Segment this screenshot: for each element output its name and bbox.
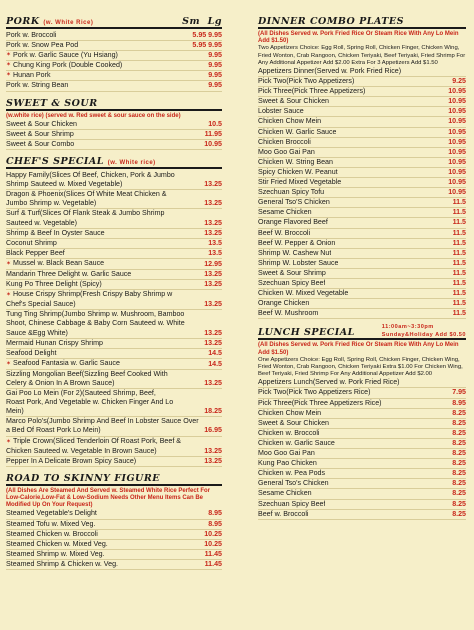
- menu-item-price: 10.95: [448, 97, 466, 106]
- menu-item-name: Steamed Chicken w. Broccoli: [6, 529, 98, 538]
- sweet-sour-header: [6, 96, 222, 111]
- menu-item: [258, 429, 466, 439]
- menu-item-price: 5.95 9.95: [192, 41, 222, 50]
- menu-item-price: 13.25: [204, 300, 222, 309]
- menu-item-name: Sweet & Sour Shrimp: [6, 129, 74, 138]
- menu-item: [6, 290, 222, 310]
- spicy-icon: ✶: [6, 72, 12, 79]
- menu-item: [6, 249, 222, 259]
- menu-item-price: 12.95: [204, 259, 222, 268]
- menu-item-price: 11.5: [452, 289, 466, 298]
- menu-item: [6, 120, 222, 130]
- menu-item: [258, 158, 466, 168]
- menu-item-line: Chef's Special Sauce): [6, 300, 76, 309]
- menu-item-name: Sweet & Sour Combo: [6, 139, 75, 148]
- menu-item-price: 8.25: [452, 418, 466, 427]
- menu-item: [6, 389, 222, 417]
- menu-item-price: 11.5: [452, 278, 466, 287]
- menu-item-price: 13.25: [204, 280, 222, 289]
- menu-item-name: Steamed Shrimp & Chicken w. Veg.: [6, 559, 118, 568]
- menu-item: [258, 510, 466, 520]
- menu-item-line: Sizzling Mongolian Beef(Sizzling Beef Cooked With: [6, 369, 168, 378]
- menu-item-name: Sesame Chicken: [258, 489, 312, 498]
- menu-item: [258, 138, 466, 148]
- menu-item-price: 8.95: [208, 509, 222, 518]
- pork-subtitle: (w. White Rice): [43, 20, 94, 26]
- chefs-list: [6, 171, 222, 467]
- menu-item-price: 9.25: [452, 77, 466, 86]
- menu-item-line: Pepper In A Delicate Brown Spicy Sauce): [6, 456, 137, 465]
- menu-item-name: Chicken w. Pea Pods: [258, 469, 326, 478]
- spicy-icon: ✶: [6, 52, 12, 59]
- menu-item: [258, 117, 466, 127]
- menu-item-line: Surf & Turf(Slices Of Flank Steak & Jumbo Shrimp: [6, 209, 165, 218]
- menu-item-name: Steamed Vegetable's Delight: [6, 509, 97, 518]
- menu-item-price: 8.25: [452, 489, 466, 498]
- menu-item-price: 11.5: [452, 248, 466, 257]
- menu-item-name: Shrimp W. Cashew Nut: [258, 248, 332, 257]
- menu-item: [258, 259, 466, 269]
- menu-item-name: Pork w. String Bean: [6, 81, 69, 90]
- menu-item: [258, 299, 466, 309]
- menu-item-name: Pick Two(Pick Two Appetizers Rice): [258, 388, 371, 397]
- menu-item-line: Mandarin Three Delight w. Garlic Sauce: [6, 269, 132, 278]
- menu-item-price: 13.5: [208, 248, 222, 257]
- menu-item-price: 8.25: [452, 408, 466, 417]
- menu-item-name: Sweet & Sour Chicken: [6, 119, 77, 128]
- menu-item-price: 11.95: [204, 129, 222, 138]
- menu-item-price: 11.5: [452, 268, 466, 277]
- menu-item-name: Chicken Chow Mein: [258, 408, 322, 417]
- lunch-choices: One Appetizers Choice: Egg Roll, Spring Roll, Chicken Finger, Chicken Wing, Fried Wonton, Crab Rangoon, Chicken Teriyaki Extra $1.00 For Chicken Wing, Beef Teriyaki, Fried Shrimp For Any Additional Appetizer Add $2.00: [258, 356, 463, 378]
- menu-item-price: 13.25: [204, 228, 222, 237]
- menu-item: [6, 509, 222, 519]
- menu-item: [258, 409, 466, 419]
- menu-item-line: Gai Poo Lo Mein (For 2)(Sauteed Shrimp, Beef,: [6, 389, 156, 398]
- menu-item-price: 8.25: [452, 428, 466, 437]
- chefs-subtitle: (w. White rice): [107, 160, 156, 167]
- menu-item-price: 11.5: [452, 218, 466, 227]
- menu-item-name: Stir Fried Mixed Vegetable: [258, 178, 342, 187]
- menu-item-line: ✶ Triple Crown(Sliced Tenderloin Of Roast Pork, Beef &: [6, 436, 181, 445]
- menu-item-name: Shrimp W. Lobster Sauce: [258, 258, 339, 267]
- menu-item-line: Coconut Shrimp: [6, 238, 57, 247]
- menu-item: [258, 309, 466, 319]
- menu-item: [258, 148, 466, 158]
- menu-item-name: Szechuan Spicy Beef: [258, 499, 326, 508]
- menu-item: [258, 489, 466, 499]
- lunch-hours: 11:00am~3:30pm: [381, 324, 434, 331]
- menu-item: [258, 279, 466, 289]
- menu-item: [6, 259, 222, 270]
- dinner-choices: Two Appetizers Choice: Egg Roll, Spring Roll, Chicken Finger, Chicken Wing, Fried Wonton, Crab Rangoon, Chicken Teriyaki, Beef Teriyaki, Fried Shrimp For Any Additional Appetizer Add $2.00 Extra For 3 Appetizers Add $1.50: [258, 45, 466, 66]
- menu-item: [6, 270, 222, 280]
- menu-item-line: Shrimp & Beef In Oyster Sauce: [6, 228, 105, 237]
- menu-item: [6, 550, 222, 560]
- lunch-hours-note: Sunday&Holiday Add $0.50: [381, 331, 466, 338]
- menu-item: [258, 208, 466, 218]
- menu-item-name: Pick Two(Pick Two Appetizers): [258, 77, 355, 86]
- menu-item-price: 14.5: [208, 359, 222, 368]
- menu-item-price: 10.95: [448, 147, 466, 156]
- menu-item-line: Jumbo Shrimp w. Vegetable): [6, 199, 97, 208]
- menu-item: [6, 130, 222, 140]
- size-sm-label: Sm: [182, 16, 201, 27]
- menu-item-name: Chicken W. Garlic Sauce: [258, 127, 337, 136]
- menu-item: [258, 229, 466, 239]
- menu-item-price: 14.5: [208, 348, 222, 357]
- pork-header: [6, 14, 222, 29]
- menu-item-line: Shoot, Chinese Cabbage & Baby Corn Sauteed w. White: [6, 319, 185, 328]
- menu-item-price: 8.95: [452, 398, 466, 407]
- menu-item: [6, 140, 222, 150]
- menu-item: [258, 198, 466, 208]
- menu-item: [258, 439, 466, 449]
- menu-item-price: 13.25: [204, 379, 222, 388]
- menu-item: [258, 500, 466, 510]
- menu-item: [6, 339, 222, 349]
- menu-item: [258, 218, 466, 228]
- menu-item-price: 16.95: [204, 426, 222, 435]
- menu-item-price: 5.95 9.95: [192, 31, 222, 39]
- menu-item-price: 10.95: [448, 127, 466, 136]
- menu-item-line: Happy Family(Slices Of Beef, Chicken, Pork & Jumbo: [6, 171, 175, 180]
- menu-item: [6, 209, 222, 228]
- menu-item: [6, 31, 222, 41]
- dinner-note: (All Dishes Served w. Pork Fried Rice Or Steam Rice With Any Lo Mein Add $1.50): [258, 31, 459, 45]
- lunch-title: LUNCH SPECIAL: [258, 327, 355, 339]
- menu-item-name: Pork w. Snow Pea Pod: [6, 41, 79, 50]
- pork-title: PORK: [6, 16, 40, 27]
- menu-item-price: 10.95: [448, 87, 466, 96]
- menu-item: [258, 269, 466, 279]
- menu-item-name: Szechuan Spicy Beef: [258, 278, 326, 287]
- menu-item-line: Marco Polo's(Jumbo Shrimp And Beef In Lobster Sauce Over: [6, 417, 199, 426]
- menu-item-name: Chung King Pork (Double Cooked): [13, 61, 123, 70]
- menu-item-price: 13.25: [204, 180, 222, 189]
- menu-item: [258, 188, 466, 198]
- menu-item: [258, 249, 466, 259]
- menu-item-name: Pick Three(Pick Three Appetizers): [258, 87, 366, 96]
- menu-item-price: 10.25: [204, 529, 222, 538]
- menu-item: [6, 417, 222, 436]
- menu-item-price: 10.5: [208, 119, 222, 128]
- menu-item: [258, 419, 466, 429]
- menu-item-price: 10.95: [448, 157, 466, 166]
- menu-item-line: Chicken Sauteed w. Vegetable In Brown Sauce): [6, 446, 157, 455]
- menu-item-line: Seafood Delight: [6, 348, 57, 357]
- sweet-sour-note: (w.white rice) (served w. Red sweet & sour sauce on the side): [6, 112, 181, 119]
- menu-item-price: 10.95: [448, 107, 466, 116]
- menu-item: [258, 388, 466, 398]
- menu-item-price: 11.45: [204, 549, 222, 558]
- menu-item: [6, 530, 222, 540]
- menu-item-price: 8.95: [208, 519, 222, 528]
- spicy-icon: ✶: [6, 360, 12, 367]
- menu-item-name: Chicken W. Mixed Vegetable: [258, 289, 349, 298]
- menu-item-price: 13.25: [204, 269, 222, 278]
- menu-item-line: ✶ Seafood Fantasia w. Garlic Sauce: [6, 358, 120, 367]
- menu-item-name: Sweet & Sour Chicken: [258, 418, 329, 427]
- menu-item: [6, 280, 222, 290]
- right-column: [258, 0, 466, 520]
- skinny-header: [6, 471, 222, 486]
- left-column: [6, 0, 222, 570]
- menu-item-price: 10.95: [448, 167, 466, 176]
- menu-item-price: 8.25: [452, 509, 466, 518]
- menu-item-price: 13.25: [204, 328, 222, 337]
- dinner-sub-line: Appetizers Dinner(Served w. Pork Fried Rice): [258, 67, 466, 77]
- menu-item-name: Pick Three(Pick Three Appetizers Rice): [258, 398, 382, 407]
- menu-item-price: 10.95: [204, 139, 222, 148]
- size-lg-label: Lg: [207, 16, 222, 27]
- menu-item: [6, 370, 222, 389]
- spicy-icon: ✶: [6, 292, 12, 299]
- menu-item-name: Kung Pao Chicken: [258, 459, 317, 468]
- menu-item: [6, 239, 222, 249]
- menu-item: [258, 289, 466, 299]
- lunch-note: (All Dishes Served w. Pork Fried Rice Or Steam Rice With Any Lo Mein Add $1.50): [258, 342, 459, 356]
- menu-item-name: Spicy Chicken W. Peanut: [258, 167, 338, 176]
- menu-item: [6, 359, 222, 370]
- menu-item-name: Chicken Broccoli: [258, 137, 311, 146]
- menu-item: [258, 449, 466, 459]
- menu-item-price: 13.25: [204, 199, 222, 208]
- menu-item-name: Moo Goo Gai Pan: [258, 147, 315, 156]
- menu-item-price: 11.5: [452, 208, 466, 217]
- dinner-header: [258, 14, 466, 29]
- menu-item-price: 13.25: [204, 218, 222, 227]
- menu-item-line: Kung Po Three Delight (Spicy): [6, 280, 102, 289]
- menu-item-price: 13.25: [204, 456, 222, 465]
- menu-item-name: Beef w. Broccoli: [258, 509, 309, 518]
- menu-item-price: 8.25: [452, 469, 466, 478]
- menu-item: [258, 168, 466, 178]
- menu-item-price: 18.25: [204, 407, 222, 416]
- menu-item: [6, 51, 222, 61]
- menu-item: [258, 97, 466, 107]
- menu-item-price: 11.5: [452, 198, 466, 207]
- sweet-sour-title: SWEET & SOUR: [6, 97, 98, 109]
- menu-item-name: General Tso's Chicken: [258, 479, 329, 488]
- menu-item: [6, 71, 222, 81]
- menu-item-name: Hunan Pork: [13, 71, 51, 80]
- menu-item-name: Chicken w. Broccoli: [258, 428, 320, 437]
- menu-item-price: 9.95: [208, 71, 222, 80]
- menu-item-price: 11.5: [452, 238, 466, 247]
- dinner-list: [258, 77, 466, 319]
- menu-item-price: 8.25: [452, 449, 466, 458]
- chefs-header: [6, 154, 222, 169]
- menu-item-line: Tung Ting Shrimp(Jumbo Shrimp w. Mushroom, Bamboo: [6, 310, 185, 319]
- menu-item-name: Orange Chicken: [258, 299, 310, 308]
- pork-list: [6, 31, 222, 92]
- menu-item-name: Pork w. Garlic Sauce (Yu Hsiang): [13, 51, 118, 60]
- menu-item: [258, 87, 466, 97]
- menu-item-name: Chicken W. String Bean: [258, 157, 333, 166]
- menu-item-price: 11.5: [452, 299, 466, 308]
- menu-item: [258, 459, 466, 469]
- sweet-sour-list: [6, 120, 222, 150]
- menu-item-name: Sesame Chicken: [258, 208, 312, 217]
- menu-item-price: 11.5: [452, 228, 466, 237]
- lunch-header: [258, 323, 466, 340]
- menu-item: [6, 81, 222, 91]
- menu-item: [258, 178, 466, 188]
- menu-item-name: Beef W. Broccoli: [258, 228, 311, 237]
- menu-item-name: Lobster Sauce: [258, 107, 304, 116]
- menu-item: [6, 41, 222, 51]
- menu-item: [6, 171, 222, 190]
- menu-item-price: 11.5: [452, 309, 466, 318]
- menu-item: [6, 540, 222, 550]
- menu-item-name: Orange Flavored Beef: [258, 218, 328, 227]
- menu-item-price: 7.95: [452, 388, 466, 397]
- menu-item: [258, 469, 466, 479]
- menu-item-name: Steamed Shrimp w. Mixed Veg.: [6, 549, 105, 558]
- menu-item: [6, 520, 222, 530]
- menu-item-price: 8.25: [452, 459, 466, 468]
- menu-item-price: 9.95: [208, 61, 222, 70]
- menu-item: [258, 77, 466, 87]
- menu-item: [6, 229, 222, 239]
- menu-item: [6, 437, 222, 457]
- menu-item-line: Sauteed w. Vegetable): [6, 218, 77, 227]
- menu-item-price: 9.95: [208, 51, 222, 60]
- menu-item-price: 10.95: [448, 117, 466, 126]
- dinner-title: DINNER COMBO PLATES: [258, 16, 404, 27]
- menu-item-line: a Bed Of Roast Pork Lo Mein): [6, 426, 101, 435]
- menu-item-price: 8.25: [452, 479, 466, 488]
- menu-item-name: Szechuan Spicy Tofu: [258, 188, 325, 197]
- menu-item: [258, 128, 466, 138]
- chefs-title: CHEF'S SPECIAL: [6, 156, 104, 168]
- menu-item: [6, 310, 222, 338]
- menu-item-line: Dragon & Phoenix(Slices Of White Meat Chicken &: [6, 190, 167, 199]
- menu-item-line: Sauce &Egg White): [6, 328, 68, 337]
- menu-item-price: 11.5: [452, 258, 466, 267]
- menu-item-price: 11.45: [204, 559, 222, 568]
- menu-item-price: 8.25: [452, 438, 466, 447]
- lunch-list: [258, 388, 466, 519]
- menu-item-name: Steamed Tofu w. Mixed Veg.: [6, 519, 96, 528]
- menu-item-price: 9.95: [208, 81, 222, 90]
- menu-item-name: Beef W. Mushroom: [258, 309, 319, 318]
- menu-item-price: 10.95: [448, 178, 466, 187]
- menu-item-name: Sweet & Sour Chicken: [258, 97, 329, 106]
- menu-item-line: Roast Pork, And Vegetable w. Chicken Finger And Lo: [6, 398, 174, 407]
- menu-item-line: Celery & Onion In A Brown Sauce): [6, 379, 115, 388]
- lunch-sub-line: Appetizers Lunch(Served w. Pork Fried Rice): [258, 378, 466, 388]
- menu-item-price: 13.5: [208, 238, 222, 247]
- skinny-title: ROAD TO SKINNY FIGURE: [6, 472, 160, 484]
- menu-item-name: Pork w. Broccoli: [6, 31, 57, 39]
- spicy-icon: ✶: [6, 260, 12, 267]
- menu-item-price: 13.25: [204, 446, 222, 455]
- menu-item-price: 10.95: [448, 188, 466, 197]
- menu-item: [6, 349, 222, 359]
- menu-item-line: Mermaid Hunan Crispy Shrimp: [6, 338, 103, 347]
- menu-item-line: ✶ House Crispy Shrimp(Fresh Crispy Baby Shrimp w: [6, 290, 173, 299]
- menu-item-price: 8.25: [452, 499, 466, 508]
- menu-item-line: Shrimp Sauteed w. Mixed Vegetable): [6, 180, 123, 189]
- skinny-list: [6, 509, 222, 570]
- menu-item-name: Sweet & Sour Shrimp: [258, 268, 326, 277]
- menu-item-line: Black Pepper Beef: [6, 248, 65, 257]
- menu-item: [6, 61, 222, 71]
- menu-item-price: 13.25: [204, 338, 222, 347]
- menu-item: [6, 560, 222, 570]
- menu-item: [6, 457, 222, 467]
- menu-item: [258, 239, 466, 249]
- skinny-note: (All Dishes Are Steamed And Served w. Steamed White Rice Perfect For Low-Calorie,Low-Fat & Low-Sodium Needs Other Menu Items Can Be Modified Up On Your Request): [6, 487, 211, 509]
- menu-item-name: Steamed Chicken w. Mixed Veg.: [6, 539, 108, 548]
- menu-item: [258, 479, 466, 489]
- menu-item-price: 10.95: [448, 137, 466, 146]
- menu-item-name: General Tso'S Chicken: [258, 198, 330, 207]
- menu-item-name: Chicken w. Garlic Sauce: [258, 438, 335, 447]
- menu-item-price: 10.25: [204, 539, 222, 548]
- menu-item-name: Chicken Chow Mein: [258, 117, 322, 126]
- menu-item-name: Beef W. Pepper & Onion: [258, 238, 336, 247]
- spicy-icon: ✶: [6, 438, 12, 445]
- menu-item-line: Mein): [6, 407, 24, 416]
- menu-item: [6, 190, 222, 209]
- menu-item-line: ✶ Mussel w. Black Bean Sauce: [6, 258, 105, 267]
- menu-item: [258, 107, 466, 117]
- spicy-icon: ✶: [6, 62, 12, 69]
- menu-item: [258, 399, 466, 409]
- menu-item-name: Moo Goo Gai Pan: [258, 449, 315, 458]
